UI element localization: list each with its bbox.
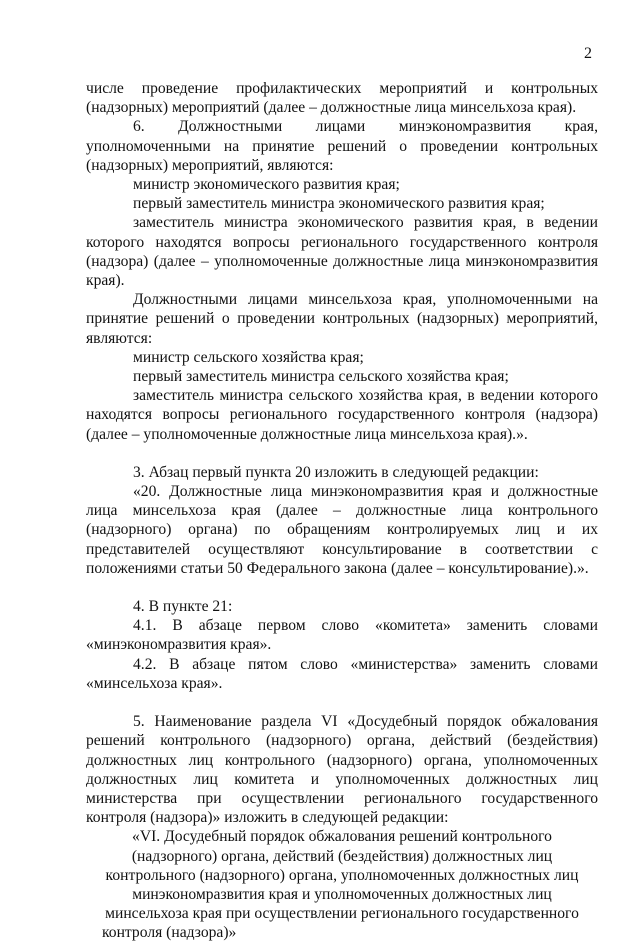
spacer — [86, 578, 598, 597]
list-item-deputy-agriculture: заместитель министра сельского хозяйства края, в ведении которого находятся вопросы регионального государственного контроля (надзора) (далее – уполномоченные должностные лица минсельхоза края).». — [86, 387, 598, 443]
spacer — [86, 444, 598, 463]
page-number: 2 — [584, 45, 592, 62]
list-item-first-deputy-economy: первый заместитель министра экономического развития края; — [133, 195, 545, 213]
paragraph-4-1: 4.1. В абзаце первом слово «комитета» заменить словами «минэкономразвития края». — [86, 617, 598, 654]
paragraph-20-text: «20. Должностные лица минэкономразвития края и должностные лица минсельхоза края (далее – должностные лица контрольного (надзорного) органа) по обращениям контролируемых лиц и их представителей осуществляют консультирование в соответствии с положениями статьи 50 Федерального закона (далее – консультирование).». — [86, 483, 598, 577]
paragraph-officials-minselkhoz-tail: числе проведение профилактических мероприятий и контрольных (надзорных) мероприятий (далее – должностные лица минсельхоза края). — [86, 80, 598, 117]
paragraph-6: 6. Должностными лицами минэкономразвития края, уполномоченными на принятие решений о проведении контрольных (надзорных) мероприятий, являются: — [86, 118, 598, 174]
section-vi-heading: «VI. Досудебный порядок обжалования решений контрольного (надзорного) органа, действий (бездействия) должностных лиц контрольного (надзорного) органа, уполномоченных должностных лиц минэкономразвития края и уполномоченных должностных лиц минсельхоза края при осуществлении регионального государственного контроля (надзора)» — [102, 828, 579, 942]
document-body — [86, 79, 598, 943]
list-item-minister-agriculture: министр сельского хозяйства края; — [133, 348, 364, 366]
paragraph-officials-minselkhoz: Должностными лицами минсельхоза края, уполномоченными на принятие решений о проведении контрольных (надзорных) мероприятий, являются: — [86, 291, 598, 347]
paragraph-4-2: 4.2. В абзаце пятом слово «министерства» заменить словами «минсельхоза края». — [86, 655, 598, 692]
list-item-first-deputy-agriculture: первый заместитель министра сельского хозяйства края; — [133, 368, 509, 386]
list-item-deputy-economy: заместитель министра экономического развития края, в ведении которого находятся вопросы регионального государственного контроля (надзора) (далее – уполномоченные должностные лица минэкономразвития края). — [86, 214, 598, 290]
paragraph-3: 3. Абзац первый пункта 20 изложить в следующей редакции: — [133, 463, 539, 481]
paragraph-5: 5. Наименование раздела VI «Досудебный порядок обжалования решений контрольного (надзорного) органа, действий (бездействия) должностных лиц контрольного (надзорного) органа, уполномоченных должностных лиц комитета и уполномоченных должностных лиц министерства при осуществлении регионального государственного контроля (надзора)» изложить в следующей редакции: — [86, 713, 598, 827]
list-item-minister-economy: министр экономического развития края; — [133, 176, 400, 194]
paragraph-4: 4. В пункте 21: — [133, 598, 233, 616]
spacer — [86, 693, 598, 712]
